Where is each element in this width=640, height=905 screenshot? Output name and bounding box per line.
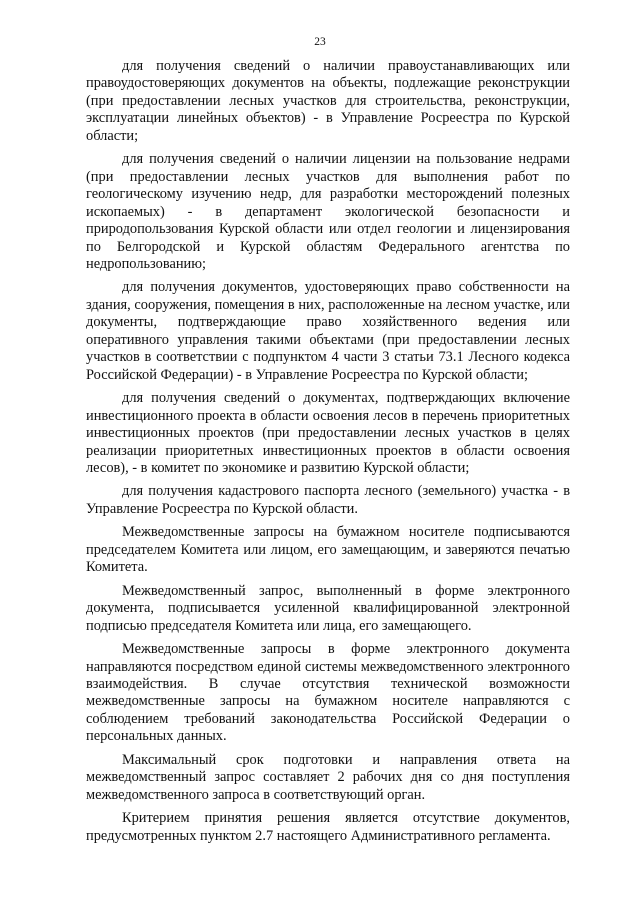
- body-text: [86, 58, 570, 851]
- paragraph: Межведомственные запросы в форме электронного документа направляются посредством единой системы межведомственного электронного взаимодействия. В случае отсутствия технической возможности межведомственные запросы на бумажном носителе направляются с соблюдением требований законодательства Российской Федерации о персональных данных.: [86, 641, 570, 745]
- paragraph: для получения документов, удостоверяющих право собственности на здания, сооружения, помещения в них, расположенные на лесном участке, или документы, подтверждающие право хозяйственного ведения или оперативного управления такими объектами (при предоставлении лесных участков в соответствии с подпунктом 4 части 3 статьи 73.1 Лесного кодекса Российской Федерации) - в Управление Росреестра по Курской области;: [86, 279, 570, 383]
- paragraph: для получения сведений о наличии правоустанавливающих или правоудостоверяющих документов на объекты, подлежащие реконструкции (при предоставлении лесных участков для строительства, реконструкции, эксплуатации линейных объектов) - в Управление Росреестра по Курской области;: [86, 58, 570, 144]
- paragraph: для получения сведений о наличии лицензии на пользование недрами (при предоставлении лесных участков для выполнения работ по геологическому изучению недр, для разработки месторождений полезных ископаемых) - в департамент экологической безопасности и природопользования Курской области или отдел геологии и лицензирования по Белгородской и Курской областям Федерального агентства по недропользованию;: [86, 151, 570, 272]
- page-number: 23: [314, 36, 326, 48]
- paragraph: для получения сведений о документах, подтверждающих включение инвестиционного проекта в области освоения лесов в перечень приоритетных инвестиционных проектов (при предоставлении лесных участков в целях реализации приоритетных инвестиционных проектов в области освоения лесов), - в комитет по экономике и развитию Курской области;: [86, 390, 570, 476]
- paragraph: Межведомственный запрос, выполненный в форме электронного документа, подписывается усиленной квалифицированной электронной подписью председателя Комитета или лица, его замещающего.: [86, 582, 570, 634]
- paragraph: Максимальный срок подготовки и направления ответа на межведомственный запрос составляет 2 рабочих дня со дня поступления межведомственного запроса в соответствующий орган.: [86, 751, 570, 803]
- paragraph: Критерием принятия решения является отсутствие документов, предусмотренных пунктом 2.7 настоящего Административного регламента.: [86, 810, 570, 844]
- paragraph: Межведомственные запросы на бумажном носителе подписываются председателем Комитета или лицом, его замещающим, и заверяются печатью Комитета.: [86, 524, 570, 576]
- paragraph: для получения кадастрового паспорта лесного (земельного) участка - в Управление Росреестра по Курской области.: [86, 483, 570, 517]
